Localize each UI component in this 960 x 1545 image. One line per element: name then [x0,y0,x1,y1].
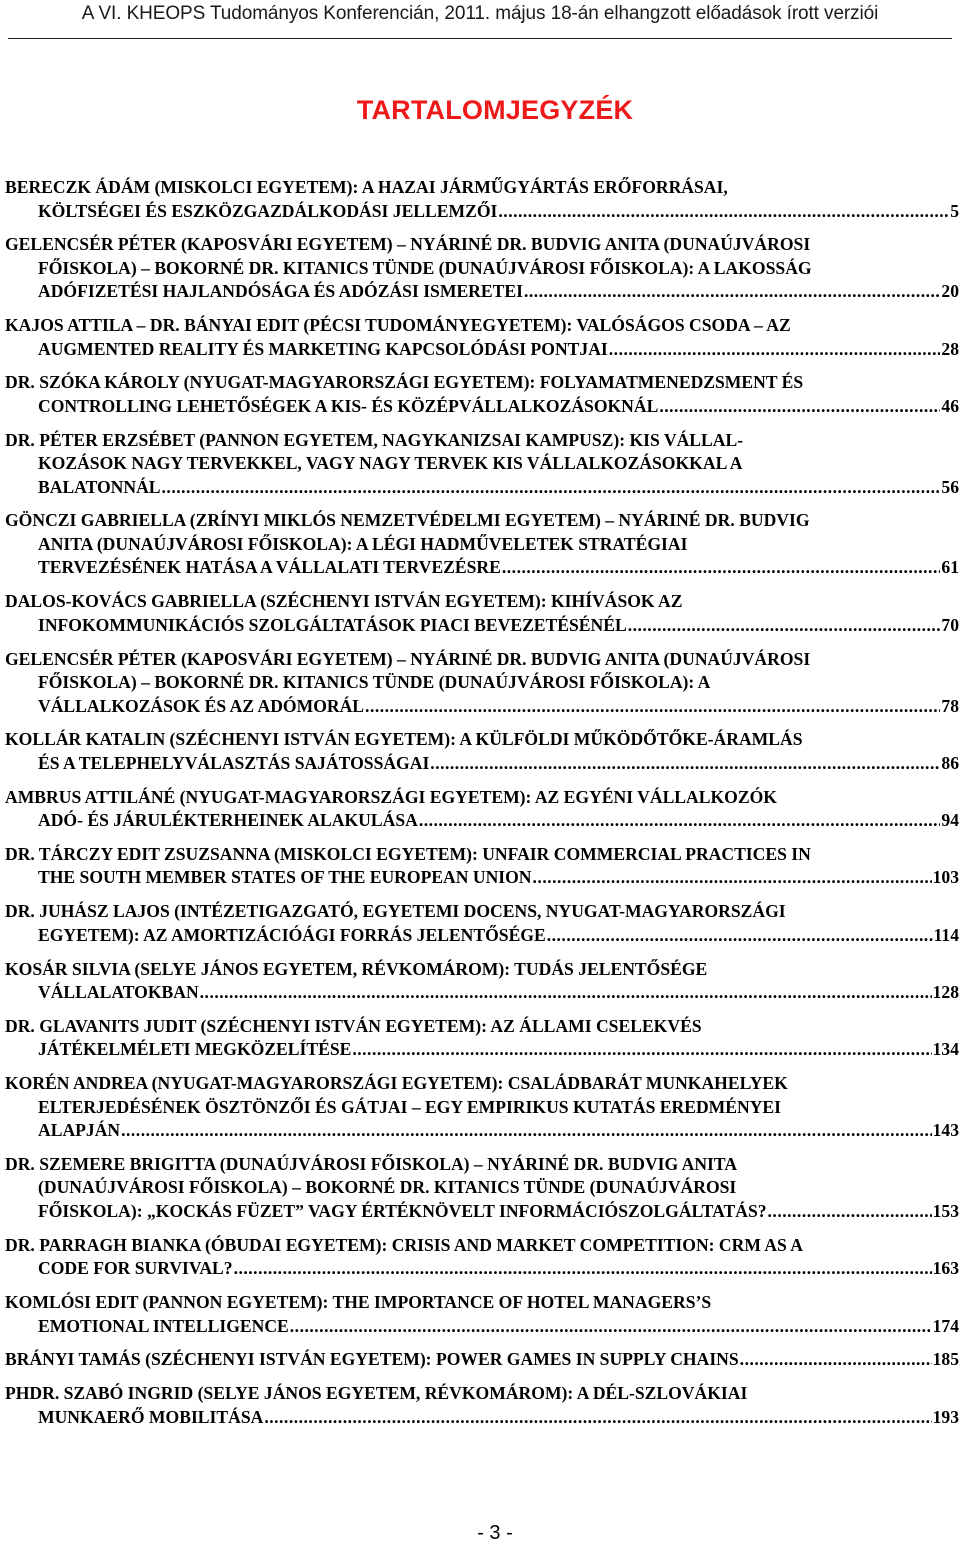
toc-entry[interactable] [5,1382,960,1429]
toc-entry-text: TERVEZÉSÉNEK HATÁSA A VÁLLALATI TERVEZÉSRE [38,557,501,578]
toc-entry-line: GELENCSÉR PÉTER (KAPOSVÁRI EGYETEM) – NYÁRINÉ DR. BUDVIG ANITA (DUNAÚJVÁROSI [5,234,811,255]
toc-entry-text: ADÓ- ÉS JÁRULÉKTERHEINEK ALAKULÁSA [38,810,418,831]
toc-entry-line [5,866,960,890]
dot-leader [419,809,941,833]
toc-entry-text: FŐISKOLA): „KOCKÁS FÜZET” VAGY ÉRTÉKNÖVELT INFORMÁCIÓSZOLGÁLTATÁS? [38,1200,767,1221]
toc-entry-line [5,476,960,500]
dot-leader [365,695,940,719]
toc-entry-text: VÁLLALATOKBAN [38,982,199,1003]
dot-leader [498,200,949,224]
toc-entry-text: KÖLTSÉGEI ÉS ESZKÖZGAZDÁLKODÁSI JELLEMZŐI [38,200,498,221]
toc-entry-line [5,1200,960,1224]
dot-leader [502,556,941,580]
dot-leader [352,1038,931,1062]
toc-entry-text: CODE FOR SURVIVAL? [38,1258,233,1279]
toc-page-number: 94 [941,810,959,831]
toc-entry-line: KOZÁSOK NAGY TERVEKKEL, VAGY NAGY TERVEK KIS VÁLLALKOZÁSOKKAL A [38,453,743,474]
dot-leader [290,1315,932,1339]
toc-page-number: 70 [941,614,959,635]
toc-entry-text: BRÁNYI TAMÁS (SZÉCHENYI ISTVÁN EGYETEM): POWER GAMES IN SUPPLY CHAINS [5,1349,739,1370]
header-rule [8,38,952,39]
toc-entry-line: DALOS-KOVÁCS GABRIELLA (SZÉCHENYI ISTVÁN EGYETEM): KIHÍVÁSOK AZ [5,591,683,612]
running-header: A VI. KHEOPS Tudományos Konferencián, 2011. május 18-án elhangzott előadások írott verziói [81,3,879,24]
toc-entry-text: EGYETEM): AZ AMORTIZÁCIÓÁGI FORRÁS JELENTŐSÉGE [38,924,546,945]
toc-entry-text: EMOTIONAL INTELLIGENCE [38,1315,289,1336]
dot-leader [234,1257,932,1281]
toc-entry-line: KOSÁR SILVIA (SELYE JÁNOS EGYETEM, RÉVKOMÁROM): TUDÁS JELENTŐSÉGE [5,958,708,979]
toc-entry[interactable] [5,728,960,775]
toc-page-number: 46 [941,395,959,416]
toc-entry-line [5,924,960,948]
toc-entry-line [5,1257,960,1281]
toc-entry[interactable] [5,1153,960,1224]
toc-entry-line: GÖNCZI GABRIELLA (ZRÍNYI MIKLÓS NEMZETVÉDELMI EGYETEM) – NYÁRINÉ DR. BUDVIG [5,510,810,531]
toc-entry-line [5,809,960,833]
toc-entry-text: JÁTÉKELMÉLETI MEGKÖZELÍTÉSE [38,1039,352,1060]
toc-entry-line: FŐISKOLA) – BOKORNÉ DR. KITANICS TÜNDE (DUNAÚJVÁROSI FŐISKOLA): A LAKOSSÁG [38,257,812,278]
toc-entry[interactable] [5,509,960,580]
toc-entry-line [5,1038,960,1062]
toc-entry[interactable] [5,590,960,637]
toc-page-number: 153 [932,1200,959,1221]
toc-page-number: 185 [932,1349,959,1370]
toc-entry-text: ÉS A TELEPHELYVÁLASZTÁS SAJÁTOSSÁGAI [38,752,430,773]
toc-entry-line: DR. JUHÁSZ LAJOS (INTÉZETIGAZGATÓ, EGYETEMI DOCENS, NYUGAT-MAGYARORSZÁGI [5,901,786,922]
dot-leader [628,614,941,638]
toc-entry-text: MUNKAERŐ MOBILITÁSA [38,1406,264,1427]
dot-leader [609,338,941,362]
toc-entry-line: KORÉN ANDREA (NYUGAT-MAGYARORSZÁGI EGYETEM): CSALÁDBARÁT MUNKAHELYEK [5,1073,788,1094]
toc-entry-text: VÁLLALKOZÁSOK ÉS AZ ADÓMORÁL [38,695,365,716]
toc-entry-text: THE SOUTH MEMBER STATES OF THE EUROPEAN UNION [38,867,532,888]
toc-entry[interactable] [5,900,960,947]
toc-entry-line [5,1119,960,1143]
toc-entry-line [5,556,960,580]
toc-entry-line [5,280,960,304]
toc-entry-line: DR. PÉTER ERZSÉBET (PANNON EGYETEM, NAGYKANIZSAI KAMPUSZ): KIS VÁLLAL- [5,429,744,450]
toc-page-number: 114 [933,924,959,945]
toc-entry[interactable] [5,958,960,1005]
toc-entry-text: AUGMENTED REALITY ÉS MARKETING KAPCSOLÓDÁSI PONTJAI [38,338,608,359]
toc-entry-text: CONTROLLING LEHETŐSÉGEK A KIS- ÉS KÖZÉPVÁLLALKOZÁSOKNÁL [38,395,659,416]
toc-entry[interactable] [5,1348,960,1372]
toc-page-number: 128 [932,982,959,1003]
toc-entry-line [5,752,960,776]
dot-leader [524,280,940,304]
dot-leader [121,1119,932,1143]
toc-entry-line [5,395,960,419]
toc-entry-text: INFOKOMMUNIKÁCIÓS SZOLGÁLTATÁSOK PIACI BEVEZETÉSÉNÉL [38,614,627,635]
toc-page-number: 78 [941,695,959,716]
dot-leader [430,752,940,776]
toc-entry-line: DR. SZEMERE BRIGITTA (DUNAÚJVÁROSI FŐISKOLA) – NYÁRINÉ DR. BUDVIG ANITA [5,1153,738,1174]
toc-page-number: 174 [932,1315,959,1336]
toc-entry-text: ADÓFIZETÉSI HAJLANDÓSÁGA ÉS ADÓZÁSI ISMERETEI [38,281,523,302]
toc-entry[interactable] [5,176,960,223]
toc-page-number: 20 [941,281,959,302]
dot-leader [768,1200,932,1224]
toc-entry-line [5,1406,960,1430]
toc-entry-line [5,338,960,362]
dot-leader [547,924,933,948]
toc-entry-line: PHDR. SZABÓ INGRID (SELYE JÁNOS EGYETEM, RÉVKOMÁROM): A DÉL-SZLOVÁKIAI [5,1383,748,1404]
toc-entry-line: DR. GLAVANITS JUDIT (SZÉCHENYI ISTVÁN EGYETEM): AZ ÁLLAMI CSELEKVÉS [5,1015,702,1036]
toc-entry-line: BERECZK ÁDÁM (MISKOLCI EGYETEM): A HAZAI JÁRMŰGYÁRTÁS ERŐFORRÁSAI, [5,177,728,197]
toc-page-number: 61 [941,557,959,578]
toc-entry[interactable] [5,1072,960,1143]
toc-entry-line: ANITA (DUNAÚJVÁROSI FŐISKOLA): A LÉGI HADMŰVELETEK STRATÉGIAI [38,533,688,554]
dot-leader [659,395,940,419]
page-title: TARTALOMJEGYZÉK [356,95,634,125]
toc-entry[interactable] [5,233,960,304]
toc-entry-text: ALAPJÁN [38,1120,121,1141]
toc-page-number: 134 [932,1039,959,1060]
toc-entry[interactable] [5,648,960,719]
toc-entry-line: ELTERJEDÉSÉNEK ÖSZTÖNZŐI ÉS GÁTJAI – EGY EMPIRIKUS KUTATÁS EREDMÉNYEI [38,1096,782,1117]
toc-entry-line: KOLLÁR KATALIN (SZÉCHENYI ISTVÁN EGYETEM): A KÜLFÖLDI MŰKÖDŐTŐKE-ÁRAMLÁS [5,729,803,750]
toc-entry-line: KAJOS ATTILA – DR. BÁNYAI EDIT (PÉCSI TUDOMÁNYEGYETEM): VALÓSÁGOS CSODA – AZ [5,315,791,336]
toc-entry-line: DR. SZÓKA KÁROLY (NYUGAT-MAGYARORSZÁGI EGYETEM): FOLYAMATMENEDZSMENT ÉS [5,372,804,393]
dot-leader [264,1406,931,1430]
toc-entry[interactable] [5,1234,960,1281]
toc-entry[interactable] [5,371,960,418]
toc-entry-line: FŐISKOLA) – BOKORNÉ DR. KITANICS TÜNDE (DUNAÚJVÁROSI FŐISKOLA): A [38,672,711,693]
toc-entry-line [5,614,960,638]
toc-page-number: 5 [950,200,959,221]
toc-page-number: 143 [932,1120,959,1141]
toc-page-number: 86 [941,752,959,773]
toc-entry-line: (DUNAÚJVÁROSI FŐISKOLA) – BOKORNÉ DR. KITANICS TÜNDE (DUNAÚJVÁROSI [38,1177,737,1198]
toc-entry-line: GELENCSÉR PÉTER (KAPOSVÁRI EGYETEM) – NYÁRINÉ DR. BUDVIG ANITA (DUNAÚJVÁROSI [5,648,811,669]
toc-entry-line [5,1348,960,1372]
toc-entry-line: DR. TÁRCZY EDIT ZSUZSANNA (MISKOLCI EGYETEM): UNFAIR COMMERCIAL PRACTICES IN [5,843,811,864]
toc-entry-line [5,981,960,1005]
toc-entry-line [5,695,960,719]
toc-page-number: 163 [932,1258,959,1279]
dot-leader [533,866,932,890]
toc-entry[interactable] [5,843,960,890]
toc-entry[interactable] [5,1015,960,1062]
dot-leader [200,981,932,1005]
toc-entry-text: BALATONNÁL [38,476,161,497]
toc-entry[interactable] [5,1291,960,1338]
toc-entry-line [5,200,960,224]
toc-entry-line: DR. PARRAGH BIANKA (ÓBUDAI EGYETEM): CRISIS AND MARKET COMPETITION: CRM AS A [5,1234,803,1255]
table-of-contents [5,176,960,1439]
page-number: - 3 - [477,1522,513,1544]
toc-page-number: 193 [932,1406,959,1427]
toc-page-number: 56 [941,476,959,497]
toc-page-number: 28 [941,338,959,359]
toc-entry-line: KOMLÓSI EDIT (PANNON EGYETEM): THE IMPORTANCE OF HOTEL MANAGERS’S [5,1292,712,1313]
toc-entry[interactable] [5,314,960,361]
dot-leader [740,1348,932,1372]
toc-entry-line: AMBRUS ATTILÁNÉ (NYUGAT-MAGYARORSZÁGI EGYETEM): AZ EGYÉNI VÁLLALKOZÓK [5,786,777,807]
dot-leader [162,476,941,500]
toc-entry-line [5,1315,960,1339]
toc-page-number: 103 [932,867,959,888]
toc-entry[interactable] [5,786,960,833]
toc-entry[interactable] [5,429,960,500]
